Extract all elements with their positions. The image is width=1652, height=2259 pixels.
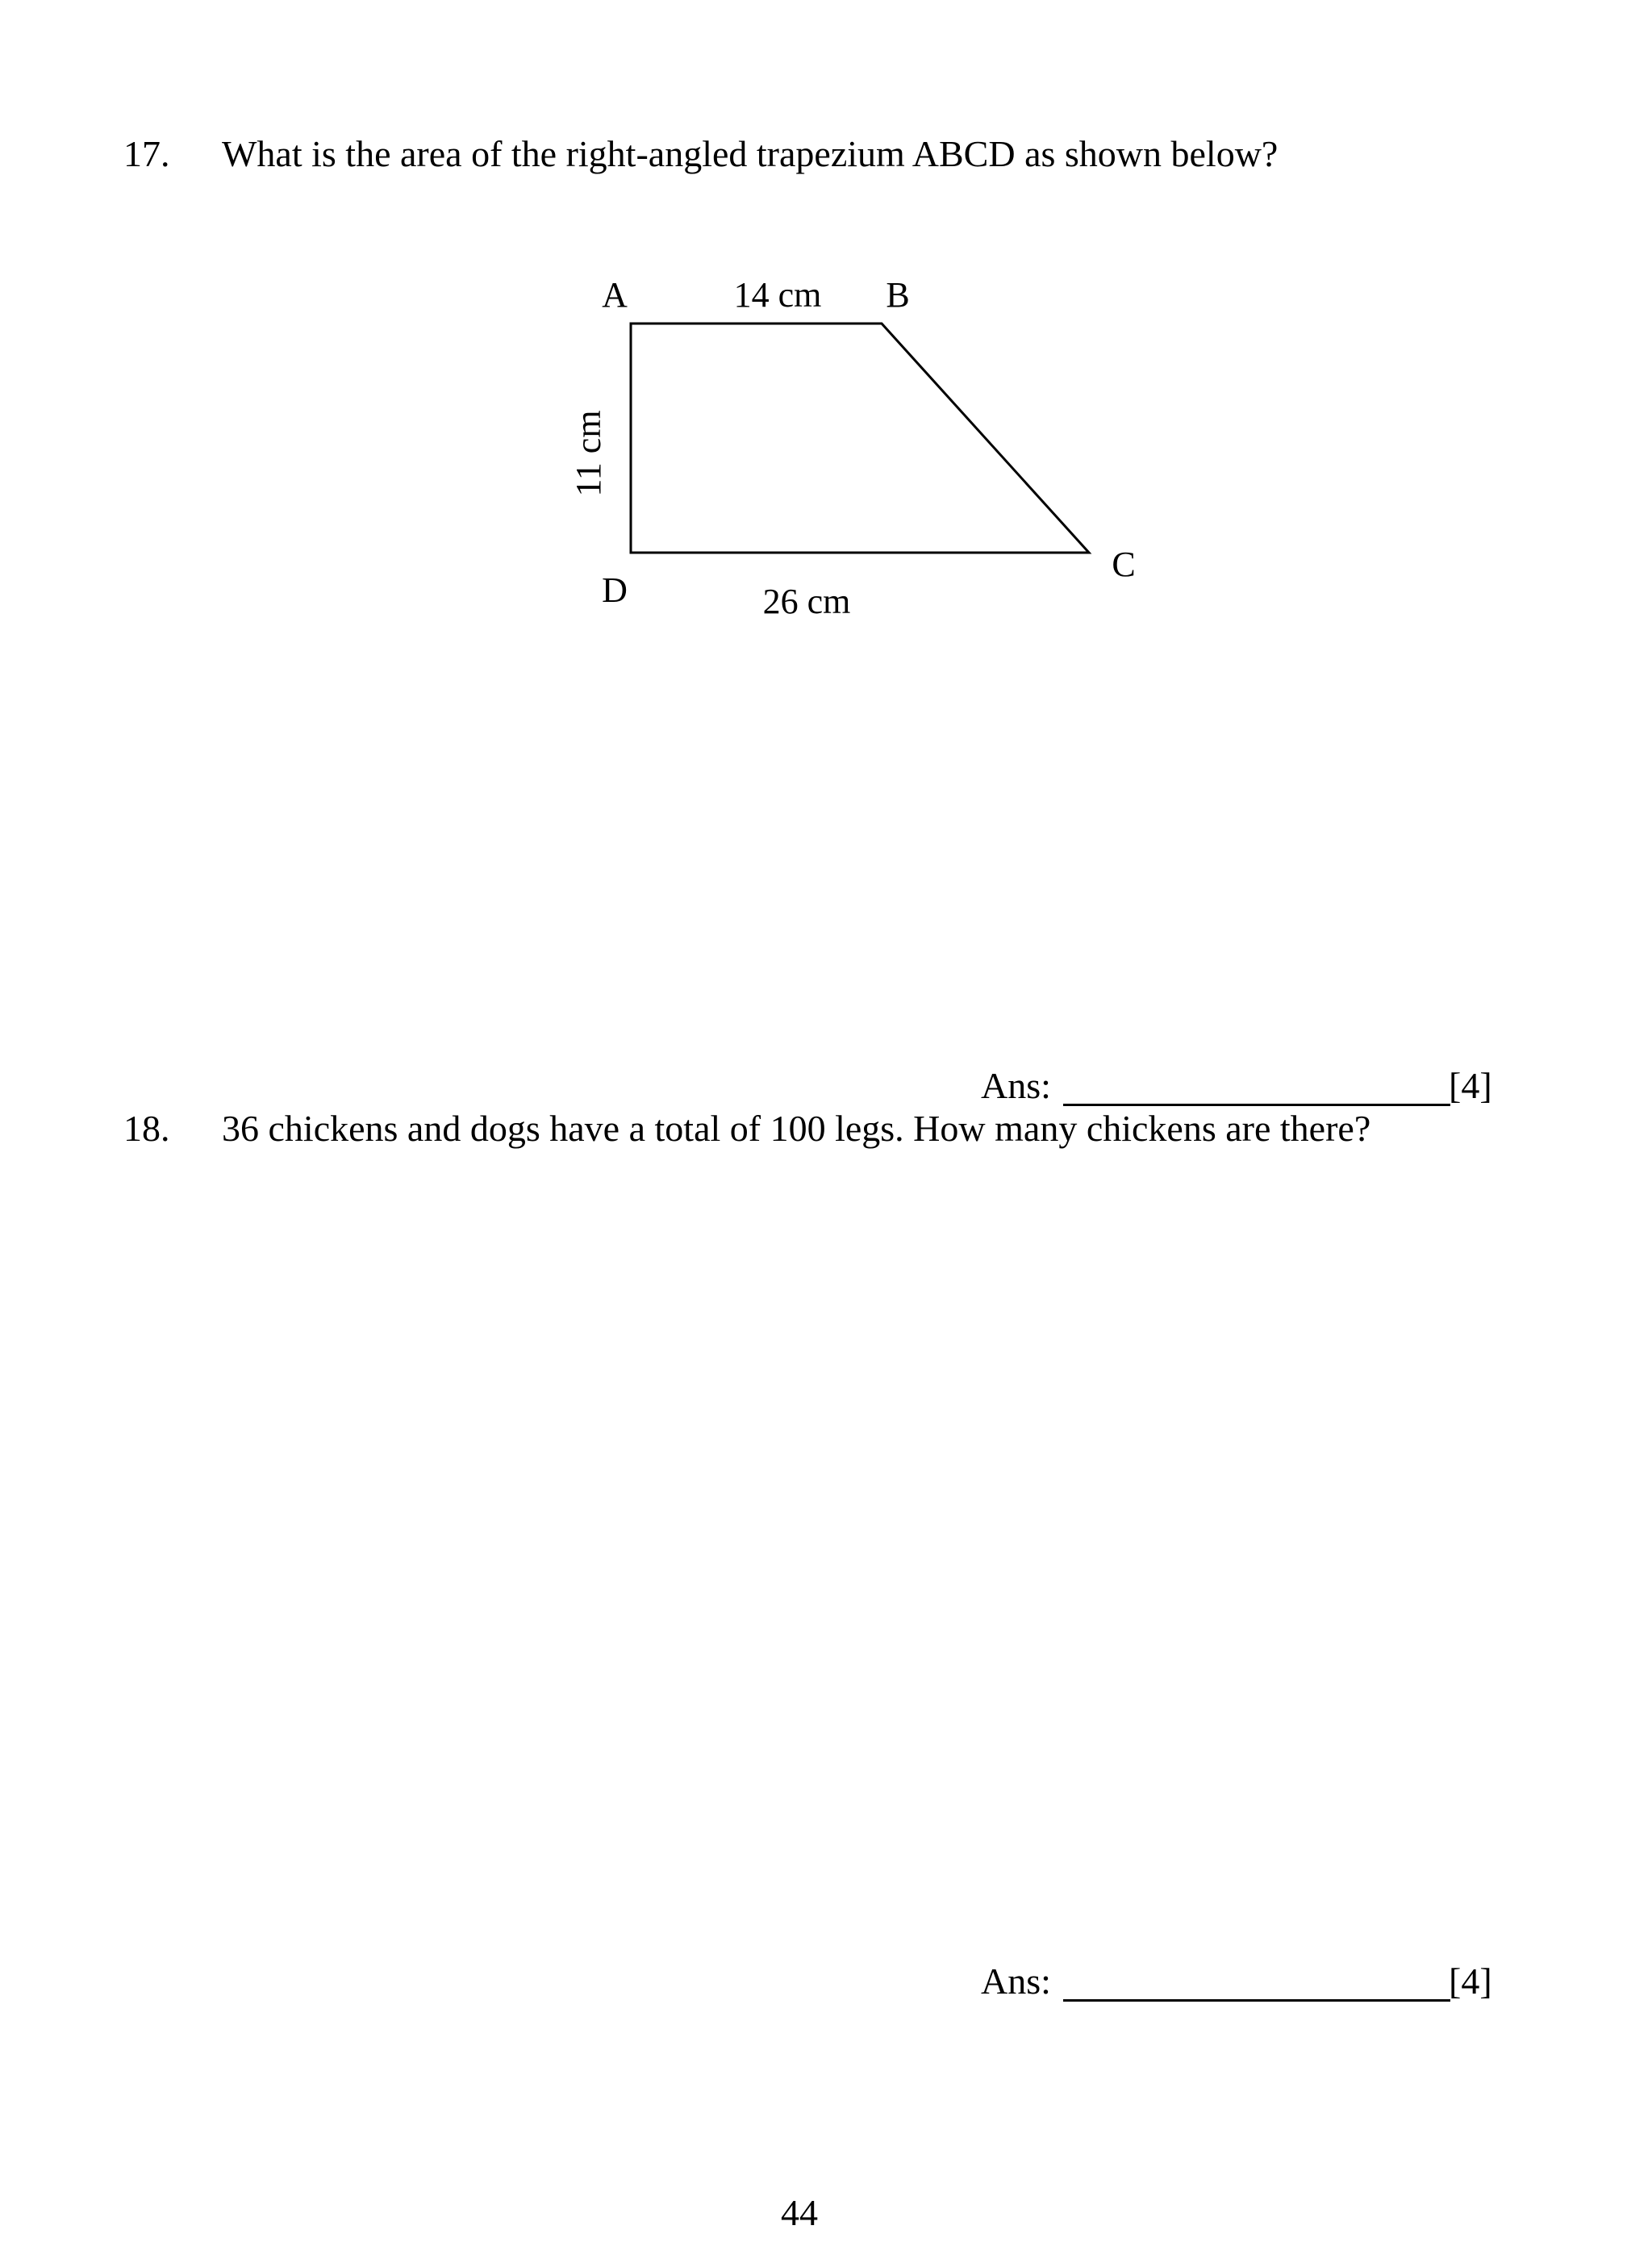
question-17-answer-label: Ans:: [981, 1065, 1051, 1106]
side-ad-length: 11 cm: [569, 410, 608, 497]
question-17-answer-field[interactable]: [1063, 1104, 1450, 1106]
question-18-number: 18.: [123, 1108, 170, 1149]
question-17-marks: [4]: [1449, 1065, 1492, 1106]
trapezium-figure: [0, 242, 1652, 968]
vertex-a-label: A: [602, 275, 628, 315]
vertex-d-label: D: [602, 570, 628, 610]
side-dc-length: 26 cm: [762, 582, 851, 621]
question-17-number: 17.: [123, 133, 170, 174]
question-18-marks: [4]: [1449, 1960, 1492, 2002]
vertex-c-label: C: [1112, 545, 1136, 584]
question-18-answer-label: Ans:: [981, 1960, 1051, 2002]
question-17-text: What is the area of the right-angled trapezium ABCD as shown below?: [222, 133, 1279, 174]
question-18-text: 36 chickens and dogs have a total of 100 legs. How many chickens are there?: [222, 1108, 1371, 1149]
vertex-b-label: B: [886, 275, 910, 315]
side-ab-length: 14 cm: [733, 275, 822, 315]
question-18-answer-field[interactable]: [1063, 1999, 1450, 2002]
trapezium-shape: [631, 324, 1089, 553]
page-number: 44: [781, 2192, 818, 2233]
